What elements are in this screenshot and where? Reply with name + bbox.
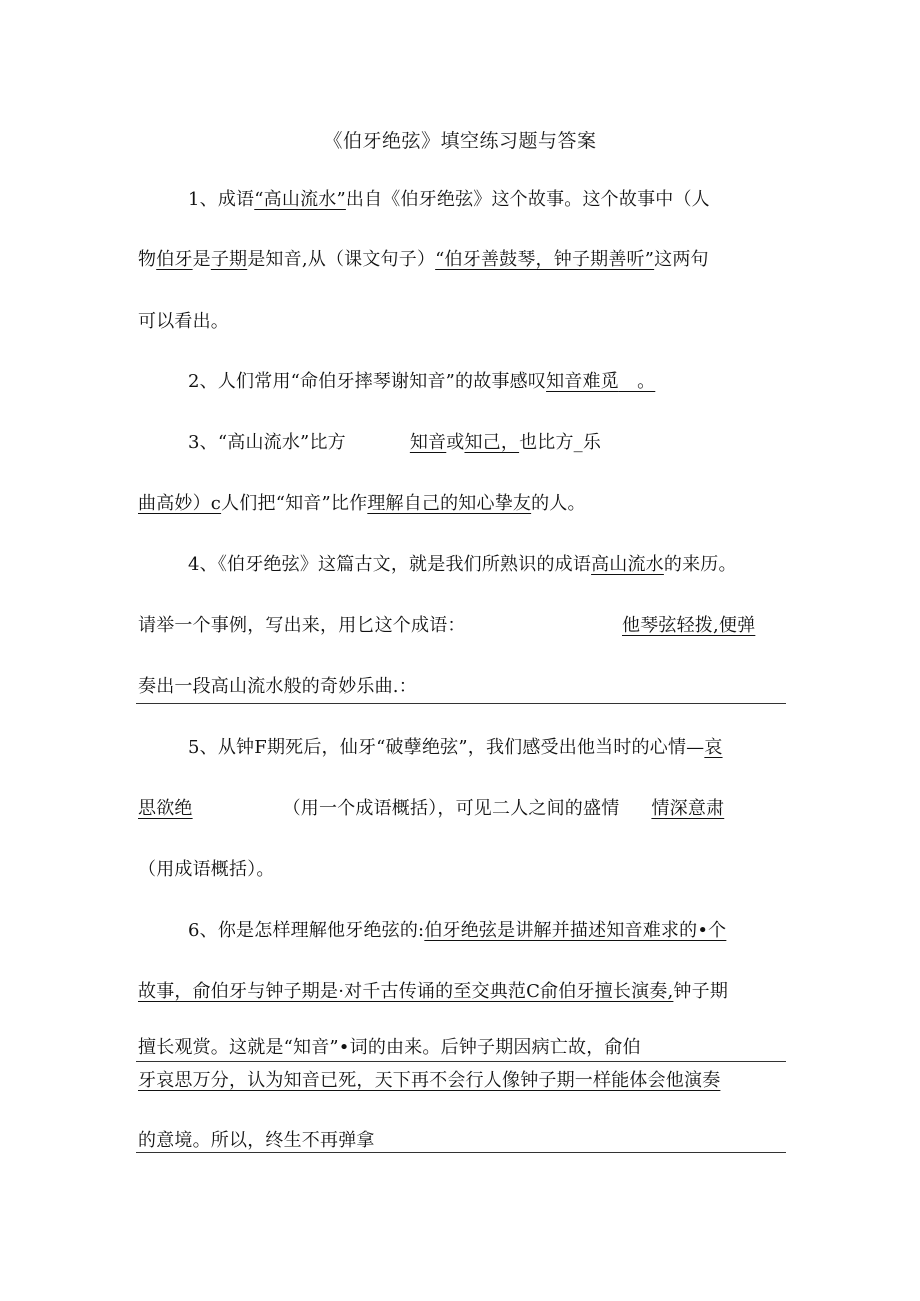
q4-text: 4、《伯牙绝弦》这篇古文，就是我们所熟识的成语 bbox=[188, 554, 592, 575]
q5-line-3: （用成语概括）。 bbox=[138, 859, 275, 880]
q6-line-1 bbox=[188, 918, 726, 944]
q4-answer-example-end: 奏出一段高山流水般的奇妙乐曲.： bbox=[138, 676, 417, 697]
q1-text: 物 bbox=[138, 249, 157, 270]
q5-text: （用一个成语概括），可见二人之间的盛情 bbox=[282, 798, 620, 819]
q4-line-1 bbox=[188, 552, 737, 578]
q6-answer-cont: 钟子期 bbox=[673, 981, 729, 1002]
q3-answer-4: 理解自己的知心挚友 bbox=[367, 493, 532, 514]
q1-text: 出自《伯牙绝弦》这个故事。这个故事中（人 bbox=[345, 189, 710, 210]
q3-line-1 bbox=[188, 430, 601, 456]
answer-rule bbox=[136, 703, 786, 704]
q1-line-2 bbox=[138, 247, 709, 273]
q4-line-2 bbox=[138, 613, 466, 639]
q6-line-5: 的意境。所以，终生不再弹拿 bbox=[138, 1130, 375, 1151]
q5-answer-1-start: 哀 bbox=[704, 737, 723, 758]
q4-answer-example-start: 他琴弦轻拨,便弹 bbox=[622, 615, 756, 636]
q6-line-4: 牙哀思万分，认为知音已死，天下再不会行人像钟子期一样能体会他演奏 bbox=[138, 1070, 721, 1091]
q2-answer: 知音难觅 。 bbox=[546, 371, 656, 392]
q1-text: 是知音,从（课文句子） bbox=[247, 249, 436, 270]
q4-text: 的来历。 bbox=[663, 554, 737, 575]
q3-text: 或 bbox=[446, 432, 465, 453]
q6-text: 6、你是怎样理解他牙绝弦的: bbox=[188, 920, 425, 941]
q6-line-2 bbox=[138, 979, 728, 1005]
q1-answer-idiom: “高山流水” bbox=[254, 189, 346, 210]
q5-text: 5、从钟F期死后，仙牙“破孽绝弦”，我们感受出他当时的心情— bbox=[188, 737, 705, 758]
q3-text: 的人。 bbox=[531, 493, 586, 514]
q6-answer-start: 伯牙绝弦是讲解并描述知音难求的•个 bbox=[424, 920, 727, 941]
q3-line-2 bbox=[138, 491, 586, 517]
q4-answer-idiom: 高山流水 bbox=[591, 554, 664, 575]
q1-answer-person-2: 子期 bbox=[210, 249, 248, 270]
q3-answer-1: 知音 bbox=[409, 432, 447, 453]
q4-text: 请举一个事例，写出来，用匕这个成语： bbox=[138, 615, 466, 636]
q2-text: 2、人们常用“命伯牙摔琴谢知音”的故事感叹 bbox=[188, 371, 547, 392]
document-title: 《伯牙绝弦》填空练习题与答案 bbox=[323, 130, 597, 152]
q1-line-1 bbox=[188, 187, 710, 213]
q5-answer-1-end: 思欲绝 bbox=[138, 798, 193, 819]
q6-line-3: 擅长观赏。这就是“知音”•词的由来。后钟子期因病亡故，俞伯 bbox=[138, 1037, 641, 1058]
q6-answer: 故事，俞伯牙与钟子期是·对千古传诵的至交典范C俞伯牙擅长演奏, bbox=[138, 981, 674, 1002]
q3-text: 也比方_乐 bbox=[519, 432, 602, 453]
answer-rule bbox=[136, 1152, 786, 1153]
q1-text: 1、成语 bbox=[188, 189, 255, 210]
q1-answer-person-1: 伯牙 bbox=[156, 249, 193, 270]
q3-answer-2: 知己， bbox=[464, 432, 520, 453]
q3-answer-3: 曲高妙）c bbox=[138, 493, 222, 514]
q3-text: 3、“高山流水”比方 bbox=[188, 432, 346, 453]
q2-line bbox=[188, 369, 655, 395]
answer-rule bbox=[136, 1061, 786, 1062]
q3-text: 人们把“知音”比作 bbox=[221, 493, 368, 514]
q5-line-1 bbox=[188, 735, 723, 761]
q1-text: 这两句 bbox=[654, 249, 709, 270]
q1-answer-sentence: “伯牙善鼓琴，钟子期善听” bbox=[435, 249, 655, 270]
q1-line-3: 可以看出。 bbox=[138, 311, 229, 332]
q5-line-2 bbox=[138, 796, 724, 822]
q5-answer-2: 情深意肃 bbox=[651, 798, 725, 819]
q1-text: 是 bbox=[192, 249, 211, 270]
